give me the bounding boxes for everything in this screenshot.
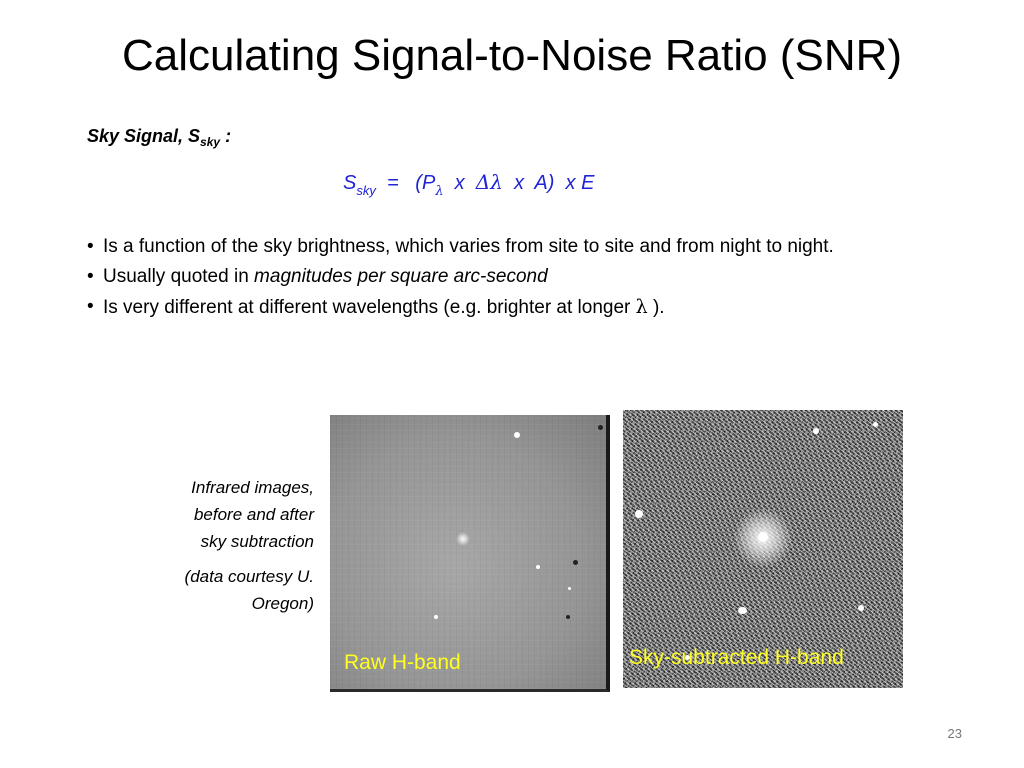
caption-credit: (data courtesy U. Oregon) — [184, 567, 314, 613]
image-caption — [130, 474, 314, 617]
dark-spot — [566, 615, 570, 619]
dark-spot — [598, 425, 603, 430]
eq-delta-lambda: Δλ — [475, 170, 503, 194]
bullet-item — [87, 292, 947, 323]
bullet-item — [87, 262, 947, 292]
eq-lhs: S — [343, 172, 357, 194]
star — [858, 605, 864, 611]
sky-subtracted-label: Sky-subtracted H-band — [629, 646, 844, 669]
star — [536, 565, 540, 569]
bullet-italic: magnitudes per square arc-second — [254, 266, 548, 287]
star — [568, 587, 571, 590]
caption-line: sky subtraction — [200, 532, 314, 551]
eq-rest: x A) x E — [502, 172, 595, 194]
eq-lambda: λ — [435, 184, 444, 199]
star — [738, 607, 747, 614]
bullet-item — [87, 232, 947, 262]
heading-subscript: sky — [200, 135, 221, 149]
caption-line: before and after — [193, 505, 314, 524]
star — [758, 532, 768, 542]
star — [873, 422, 878, 427]
eq-lhs-sub: sky — [356, 183, 376, 198]
star — [514, 432, 520, 438]
bullet-text: Is a function of the sky brightness, which varies from site to site and from night to night. — [103, 236, 834, 257]
dark-spot — [573, 560, 578, 565]
bullet-text: Usually quoted in — [103, 266, 255, 287]
page-number: 23 — [947, 726, 962, 741]
sky-signal-equation — [343, 170, 594, 199]
eq-x1: x — [443, 172, 476, 194]
heading-suffix: : — [220, 126, 232, 146]
bullet-lambda: λ — [635, 296, 648, 318]
sky-subtracted-image — [623, 410, 903, 688]
star — [813, 428, 819, 434]
bullet-suffix: ). — [647, 297, 665, 318]
galaxy-glow — [456, 532, 470, 546]
bullet-list — [87, 232, 947, 323]
bullet-text: Is very different at different wavelengths (e.g. brighter at longer — [103, 297, 636, 318]
caption-line: Infrared images, — [191, 478, 314, 497]
section-heading — [87, 126, 231, 149]
star — [635, 510, 643, 518]
star — [434, 615, 438, 619]
raw-h-band-image — [330, 415, 610, 692]
eq-op: = (P — [375, 172, 436, 194]
raw-h-band-label: Raw H-band — [344, 651, 461, 674]
heading-text: Sky Signal, S — [87, 126, 201, 146]
slide-title: Calculating Signal-to-Noise Ratio (SNR) — [121, 31, 903, 80]
